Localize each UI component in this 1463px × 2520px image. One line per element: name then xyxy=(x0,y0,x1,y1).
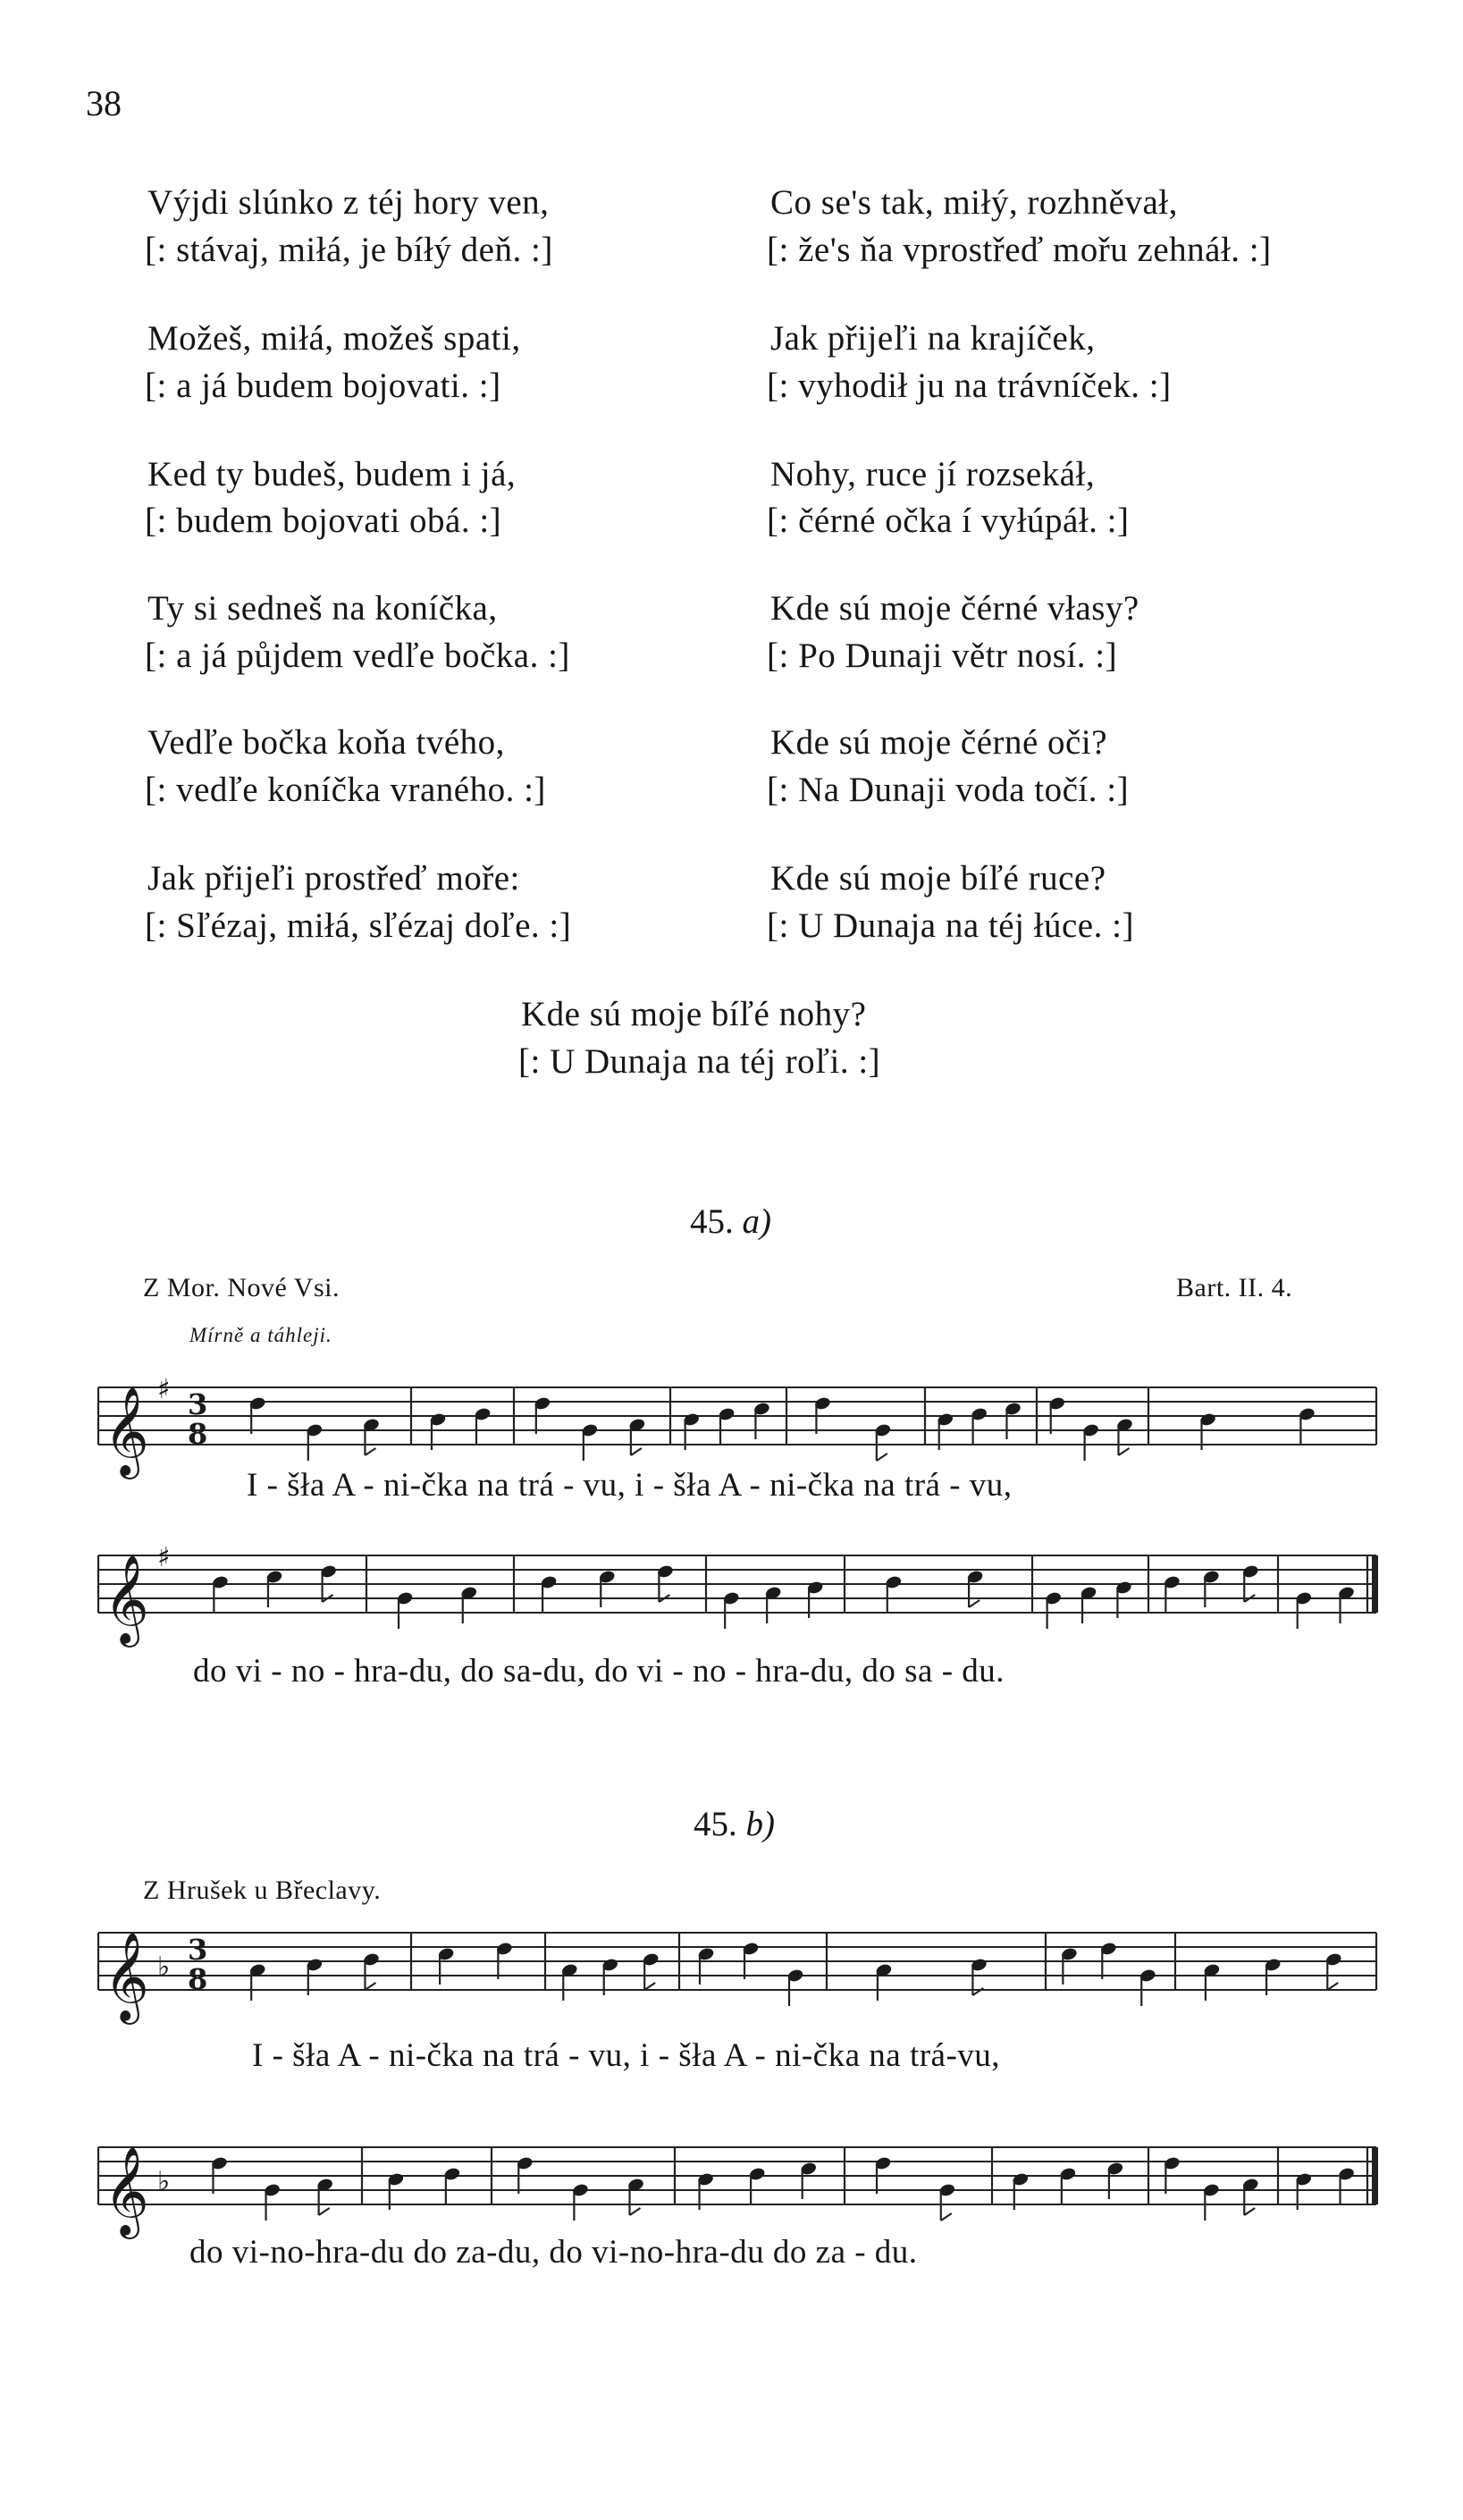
poem-refrain: [: čérné očka í vyłúpáł. :] xyxy=(767,501,1130,540)
sharp-sign-icon: ♯ xyxy=(157,1374,171,1405)
treble-clef-icon: 𝄞 xyxy=(104,1555,149,1644)
poem-line: Ty si sedneš na koníčka, xyxy=(147,589,498,628)
poem-refrain: [: že's ňa vprostřeď mořu zehnáł. :] xyxy=(767,231,1272,269)
treble-clef-icon: 𝄞 xyxy=(104,1386,149,1476)
poem-refrain: [: stávaj, miłá, je bíłý deň. :] xyxy=(145,231,553,269)
time-signature-denominator: 8 xyxy=(188,1417,208,1451)
poem-line: Vedľe bočka koňa tvého, xyxy=(147,723,505,762)
poem-line: Nohy, ruce jí rozsekáł, xyxy=(770,455,1096,493)
note-flag xyxy=(365,1983,375,1990)
lyrics-line: I - šła A - ni-čka na trá - vu, i - šła A - ni-čka na trá - vu, xyxy=(247,1467,1013,1504)
time-signature-numerator: 3 xyxy=(188,1387,208,1421)
poem-line: Ked ty budeš, budem i já, xyxy=(147,455,517,493)
poem-refrain: [: Sľézaj, miłá, sľézaj doľe. :] xyxy=(145,906,572,945)
note-flag xyxy=(1244,2208,1255,2215)
time-signature-denominator: 8 xyxy=(188,1962,208,1996)
note-flag xyxy=(877,1454,887,1461)
poem-line: Jak přijeľi na krajíček, xyxy=(770,319,1096,358)
final-barline xyxy=(1372,2147,1378,2204)
music-staff xyxy=(98,1374,1385,1476)
note-flag xyxy=(1327,1983,1338,1990)
poem-line: Kde sú moje bíľé ruce? xyxy=(770,859,1106,898)
page-number: 38 xyxy=(86,83,122,123)
poem-line: Kde sú moje čérné vłasy? xyxy=(770,589,1139,628)
song-source: Z Hrušek u Břeclavy. xyxy=(143,1875,382,1905)
poem-line: Možeš, miłá, možeš spati, xyxy=(147,319,521,358)
note-flag xyxy=(631,1448,642,1455)
sharp-sign-icon: ♯ xyxy=(157,1542,171,1573)
final-barline xyxy=(1372,1555,1378,1613)
note-flag xyxy=(365,1448,375,1455)
treble-clef-icon: 𝄞 xyxy=(104,1932,149,2021)
flat-sign-icon: ♭ xyxy=(157,1951,171,1983)
music-staff xyxy=(98,1542,1385,1644)
poem-line: Výjdi slúnko z téj hory ven, xyxy=(147,183,550,222)
poem-line: Kde sú moje bíľé nohy? xyxy=(521,995,867,1033)
poem-refrain: [: a já budem bojovati. :] xyxy=(145,367,501,405)
note-flag xyxy=(1118,1448,1129,1455)
music-staff xyxy=(98,2137,1385,2235)
lyrics-line: I - šła A - ni-čka na trá - vu, i - šła A - ni-čka na trá-vu, xyxy=(252,2037,1001,2074)
tempo-marking: Mírně a táhleji. xyxy=(189,1324,332,1346)
poem-refrain: [: U Dunaja na téj roľi. :] xyxy=(518,1042,881,1081)
music-staff xyxy=(98,1922,1385,2020)
note-flag xyxy=(941,2213,952,2221)
poem-refrain: [: Na Dunaji voda točí. :] xyxy=(767,771,1130,809)
song-reference: Bart. II. 4. xyxy=(1176,1273,1293,1302)
note-flag xyxy=(319,2208,330,2215)
time-signature-numerator: 3 xyxy=(188,1933,208,1967)
poem-line: Kde sú moje čérné oči? xyxy=(770,723,1108,762)
flat-sign-icon: ♭ xyxy=(157,2166,171,2197)
lyrics-line: do vi - no - hra-du, do sa-du, do vi - no - hra-du, do sa - du. xyxy=(193,1653,1005,1690)
poem-refrain: [: budem bojovati obá. :] xyxy=(145,501,502,540)
song-source: Z Mor. Nové Vsi. xyxy=(143,1273,340,1302)
poem-refrain: [: U Dunaja na téj łúce. :] xyxy=(767,906,1134,945)
treble-clef-icon: 𝄞 xyxy=(104,2146,149,2236)
poem-line: Co se's tak, miłý, rozhněvał, xyxy=(770,183,1178,222)
song-number: 45. b) xyxy=(694,1805,775,1843)
note-flag xyxy=(969,1600,980,1607)
poem-refrain: [: vyhodił ju na trávníček. :] xyxy=(767,367,1172,405)
poem-refrain: [: a já půjdem vedľe bočka. :] xyxy=(145,636,570,675)
poem-refrain: [: Po Dunaji větr nosí. :] xyxy=(767,636,1118,675)
poem-line: Jak přijeľi prostřeď moře: xyxy=(147,859,520,898)
song-number: 45. a) xyxy=(690,1202,771,1241)
poem-refrain: [: vedľe koníčka vraného. :] xyxy=(145,771,546,809)
lyrics-line: do vi-no-hra-du do za-du, do vi-no-hra-du do za - du. xyxy=(189,2234,918,2271)
note-flag xyxy=(644,1983,655,1990)
note-flag xyxy=(630,2208,641,2215)
